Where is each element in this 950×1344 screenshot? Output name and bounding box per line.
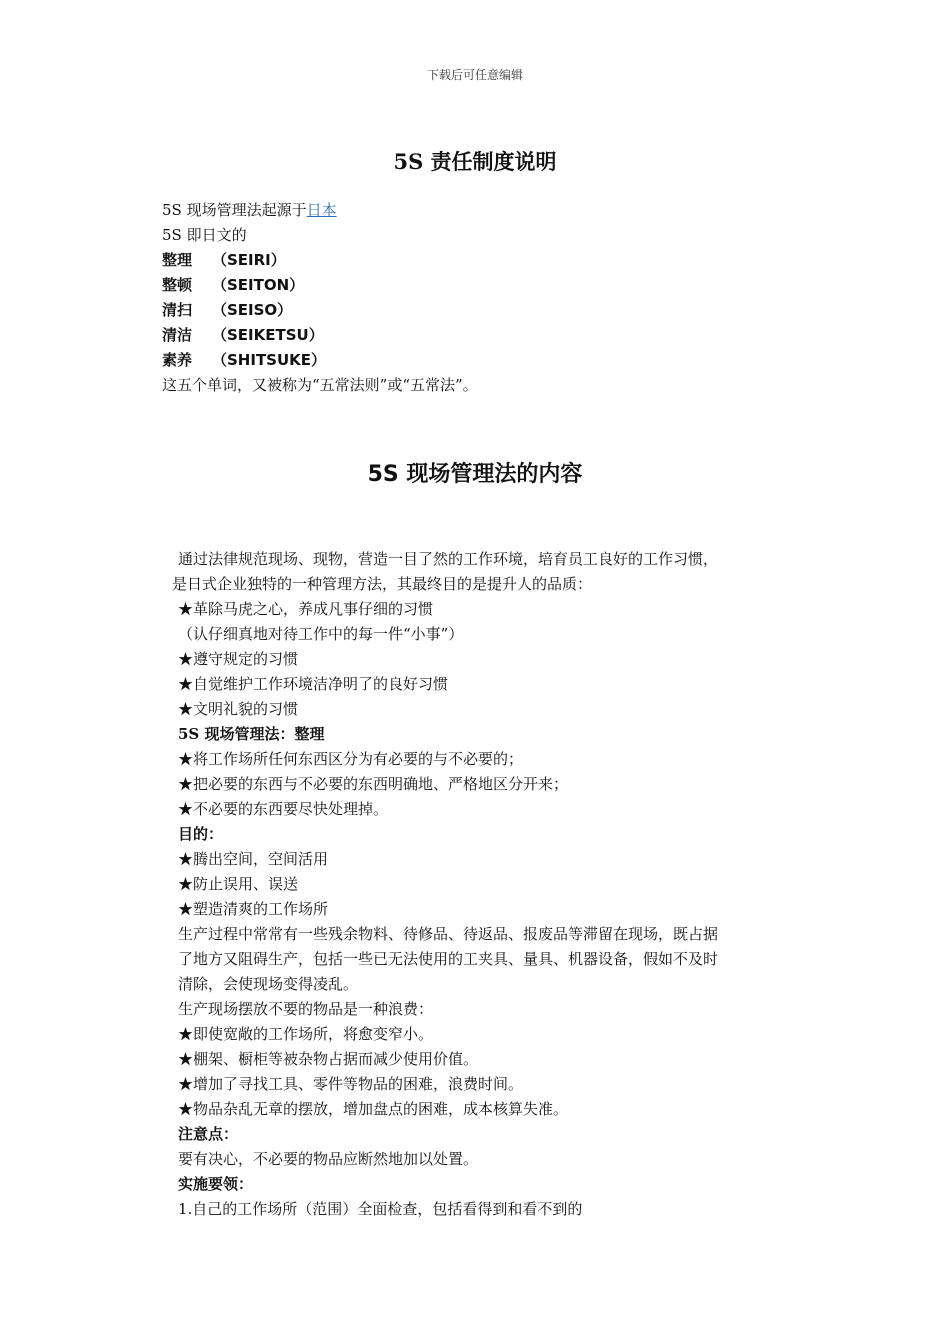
goal-item: ★自觉维护工作环境洁净明了的良好习惯	[178, 675, 449, 693]
term-jp: （SEIRI）	[212, 251, 286, 269]
purpose-item: ★腾出空间，空间活用	[178, 850, 329, 868]
purpose-item: ★防止误用、误送	[178, 875, 299, 893]
intro-line: 5S 即日文的	[162, 226, 247, 244]
term-jp: （SHITSUKE）	[212, 351, 327, 369]
term-jp: （SEIKETSU）	[212, 326, 324, 344]
purpose-item: ★塑造清爽的工作场所	[178, 900, 329, 918]
waste-item: ★棚架、橱柜等被杂物占据而减少使用价值。	[178, 1050, 479, 1068]
purpose-heading: 目的：	[178, 825, 224, 843]
waste-item: ★增加了寻找工具、零件等物品的困难，浪费时间。	[178, 1075, 524, 1093]
paragraph-line: 是日式企业独特的一种管理方法，其最终目的是提升人的品质：	[172, 575, 593, 593]
term-jp: （SEISO）	[212, 301, 293, 319]
japan-link[interactable]: 日本	[306, 201, 337, 219]
document-title: 5S 责任制度说明	[393, 149, 557, 174]
waste-heading: 生产现场摆放不要的物品是一种浪费：	[178, 1000, 434, 1018]
section-title: 5S 现场管理法的内容	[367, 462, 583, 487]
origin-line	[162, 198, 337, 223]
goal-item: ★遵守规定的习惯	[178, 650, 299, 668]
summary-line: 这五个单词，又被称为“五常法则”或“五常法”。	[162, 376, 478, 394]
problem-line: 清除，会使现场变得凌乱。	[178, 975, 359, 993]
waste-item: ★即使宽敞的工作场所，将愈变窄小。	[178, 1025, 434, 1043]
seiri-item: ★把必要的东西与不必要的东西明确地、严格地区分开来；	[178, 775, 569, 793]
term-cn: 素养	[162, 351, 193, 369]
steps-heading: 实施要领：	[178, 1175, 254, 1193]
problem-line: 生产过程中常常有一些残余物料、待修品、待返品、报废品等滞留在现场，既占据	[178, 925, 719, 943]
notice-heading: 注意点：	[178, 1125, 239, 1143]
seiri-heading: 5S 现场管理法：整理	[178, 725, 325, 743]
term-jp: （SEITON）	[212, 276, 305, 294]
term-seiton	[162, 273, 304, 298]
notice-text: 要有决心，不必要的物品应断然地加以处置。	[178, 1150, 479, 1168]
goal-item: ★文明礼貌的习惯	[178, 700, 299, 718]
page-header-note: 下载后可任意编辑	[426, 68, 523, 82]
origin-text: 5S 现场管理法起源于	[162, 201, 307, 219]
term-seiso	[162, 298, 292, 323]
term-seiri	[162, 248, 286, 273]
waste-item: ★物品杂乱无章的摆放，增加盘点的困难，成本核算失准。	[178, 1100, 569, 1118]
paragraph-line: 通过法律规范现场、现物，营造一目了然的工作环境，培育员工良好的工作习惯，	[178, 550, 719, 568]
term-cn: 清扫	[162, 301, 193, 319]
term-seiketsu	[162, 323, 324, 348]
term-cn: 整顿	[162, 276, 193, 294]
goal-item: ★革除马虎之心，养成凡事仔细的习惯	[178, 600, 434, 618]
step-item: 1.自己的工作场所（范围）全面检查，包括看得到和看不到的	[178, 1200, 583, 1218]
term-cn: 整理	[162, 251, 193, 269]
term-shitsuke	[162, 348, 326, 373]
seiri-item: ★将工作场所任何东西区分为有必要的与不必要的；	[178, 750, 524, 768]
problem-line: 了地方又阻碍生产，包括一些已无法使用的工夹具、量具、机器设备，假如不及时	[178, 950, 719, 968]
seiri-item: ★不必要的东西要尽快处理掉。	[178, 800, 389, 818]
goal-item: （认仔细真地对待工作中的每一件“小事”）	[178, 625, 464, 643]
term-cn: 清洁	[162, 326, 193, 344]
